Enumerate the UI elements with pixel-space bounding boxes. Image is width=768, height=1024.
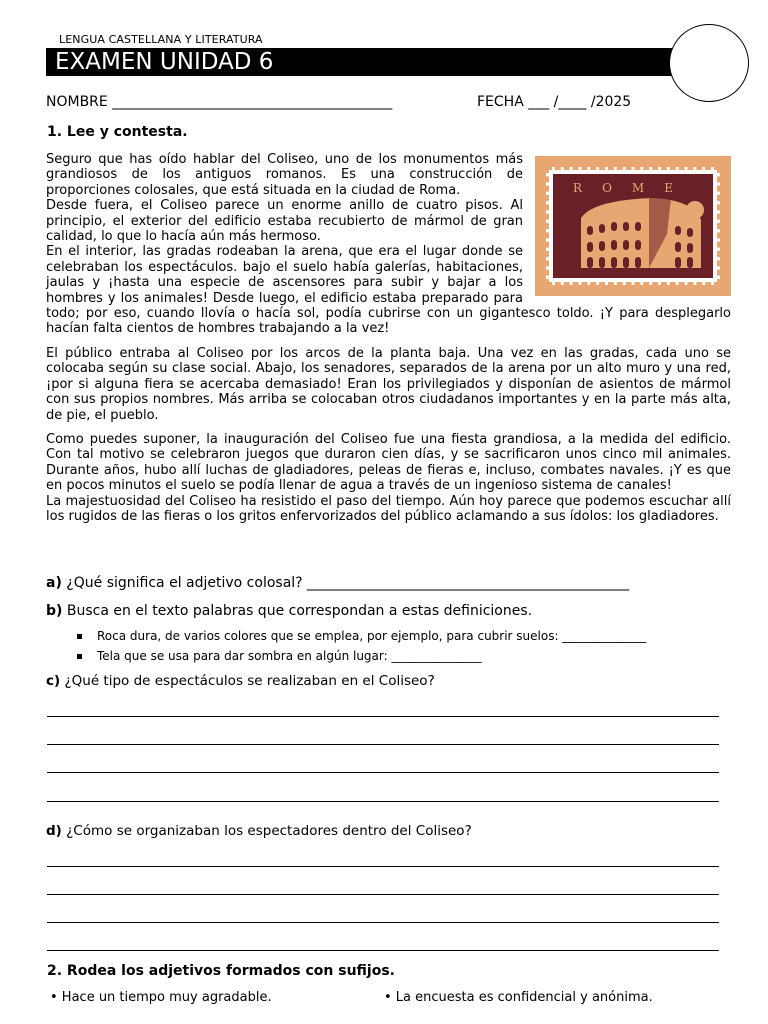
answer-line[interactable] [47,894,719,895]
subject-label: LENGUA CASTELLANA Y LITERATURA [59,33,263,46]
answer-line[interactable] [47,716,719,717]
sentence-item: • Hace un tiempo muy agradable. [50,990,272,1005]
section-2-title: 2. Rodea los adjetivos formados con sufijos. [47,963,395,979]
exam-title: EXAMEN UNIDAD 6 [46,48,690,76]
paragraph: El público entraba al Coliseo por los arcos de la planta baja. Una vez en las gradas, cada uno se colocaba según su clase social. Abajo, los senadores, separados de la arena por un alto muro y una red, ¡por si alguna fiera se acercaba demasiado! Eran los privilegiados y disponían de asientos de mármol con sus propios nombres. Más arriba se colocaban otros ciudadanos importantes y en la parte más alta, de pie, el pueblo. [46,345,731,423]
name-field[interactable]: NOMBRE ________________________________________ [46,94,393,110]
stamp-border [546,167,720,285]
bullet-square-icon [77,634,82,639]
answer-line[interactable] [47,950,719,951]
question-b: b) Busca en el texto palabras que correspondan a estas definiciones. [46,603,533,619]
grade-circle [669,24,749,102]
reading-text [46,152,731,533]
colosseum-picture [553,174,713,278]
answer-line[interactable] [47,801,719,802]
answer-line[interactable] [47,744,719,745]
answer-line[interactable] [47,772,719,773]
answer-line[interactable] [47,866,719,867]
sentence-item: • La encuesta es confidencial y anónima. [384,990,653,1005]
question-c: c) ¿Qué tipo de espectáculos se realizaban en el Coliseo? [46,673,435,689]
colosseum-stamp-image [535,156,731,296]
date-field[interactable]: FECHA ___ /____ /2025 [477,94,632,110]
stamp-caption: ROME [573,181,693,195]
section-1-title: 1. Lee y contesta. [47,124,188,140]
bullet-square-icon [77,654,82,659]
question-a: a) ¿Qué significa el adjetivo colosal? ______________________________________________ [46,575,630,591]
colosseum-icon [553,174,721,284]
definition-item: Roca dura, de varios colores que se emplea, por ejemplo, para cubrir suelos: ______________ [77,629,646,643]
question-d: d) ¿Cómo se organizaban los espectadores dentro del Coliseo? [46,823,472,839]
definition-item: Tela que se usa para dar sombra en algún lugar: _______________ [77,649,482,663]
answer-line[interactable] [47,922,719,923]
paragraph: Como puedes suponer, la inauguración del Coliseo fue una fiesta grandiosa, a la medida del edificio. Con tal motivo se celebraron juegos que duraron cien días, y se sacrificaron unos cinco mil animales. Durante años, hubo allí luchas de gladiadores, peleas de fieras e, incluso, combates navales. ¡Y es que en pocos minutos el suelo se podía llenar de agua a través de un ingenioso sistema de canales! La majestuosidad del Coliseo ha resistido el paso del tiempo. Aún hoy parece que podemos escuchar allí los rugidos de las fieras o los gritos enfervorizados del público aclamando a sus ídolos: los gladiadores. [46,431,731,524]
paragraph: Seguro que has oído hablar del Coliseo, uno de los monumentos más grandiosos de los antiguos romanos. Es una construcción de proporciones colosales, que está situada en la ciudad de Roma. Desde fuera, el Coliseo parece un enorme anillo de cuatro pisos. Al principio, el exterior del edificio estaba recubierto de mármol de gran calidad, lo que lo hacía aún más hermoso. En el interior, las gradas rodeaban la arena, que era el lugar donde se celebraban los espectáculos. bajo el suelo había galerías, habitaciones, jaulas y ¡hasta una especie de ascensores para subir y bajar a los hombres y los animales! Desde luego, el edificio estaba preparado para todo; por eso, cuando llovía o hacía sol, podía cubrirse con un gigantesco toldo. ¡Y para desplegarlo hacían falta cientos de hombres trabajando a la vez! [46,152,731,337]
